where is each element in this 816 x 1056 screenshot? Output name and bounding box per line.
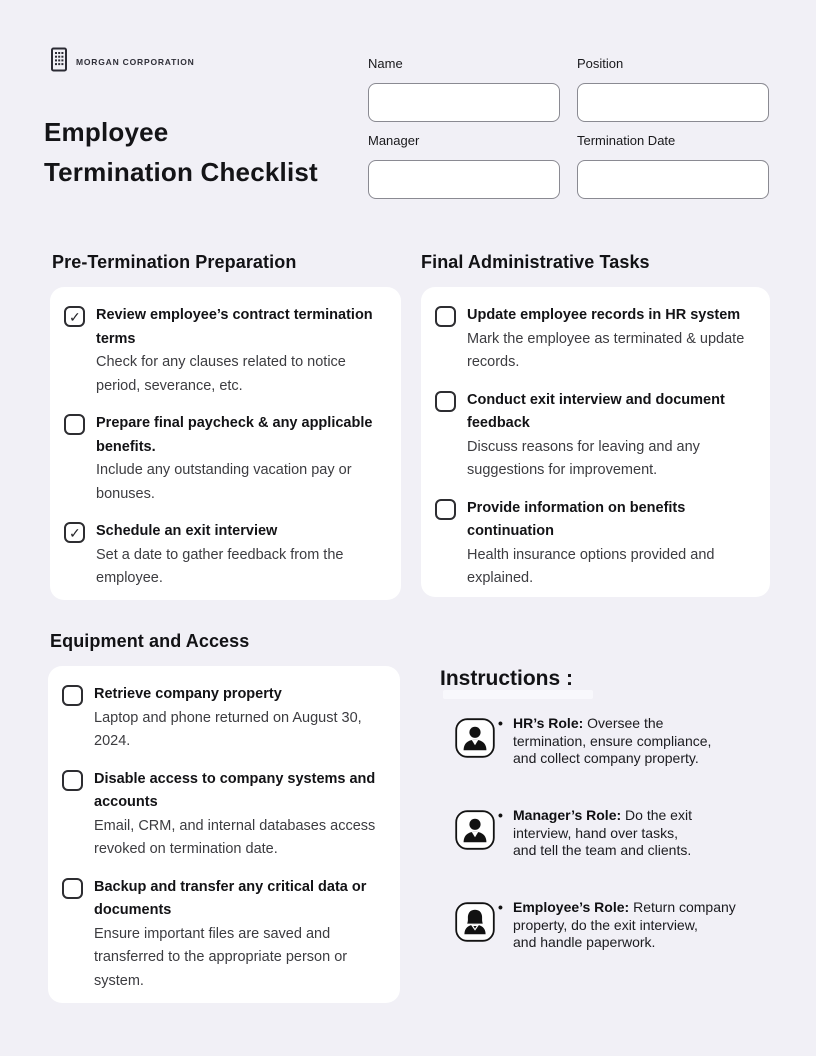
instruction-row-manager (455, 807, 763, 860)
item-title: Update employee records in HR system (467, 307, 741, 323)
role-label: Manager’s Role: (513, 807, 622, 823)
page-title (44, 112, 318, 192)
field-name (368, 56, 560, 122)
person-icon (455, 718, 495, 758)
item-desc: Include any outstanding vacation pay or bonuses. (96, 462, 352, 502)
instruction-row-hr (455, 715, 763, 768)
item-title: Conduct exit interview and document feedback (467, 391, 725, 431)
field-termination-date (577, 133, 769, 199)
item-desc: Health insurance options provided and explained. (467, 546, 715, 586)
item-desc: Email, CRM, and internal databases access revoked on termination date. (94, 817, 376, 857)
item-text (96, 520, 387, 591)
item-desc: Ensure important files are saved and transferred to the appropriate person or system. (94, 925, 348, 989)
item-text (96, 412, 387, 506)
field-position (577, 56, 769, 122)
checkbox[interactable] (64, 522, 85, 543)
role-text: Do the exit (625, 807, 692, 823)
section-title-pre-termination: Pre-Termination Preparation (52, 252, 297, 272)
section-title-final-admin: Final Administrative Tasks (421, 252, 650, 272)
checklist-item (62, 683, 390, 754)
checkbox[interactable] (435, 306, 456, 327)
role-label: Employee’s Role: (513, 899, 630, 915)
checkbox[interactable] (435, 391, 456, 412)
manager-label: Manager (368, 133, 420, 148)
field-manager (368, 133, 560, 199)
instructions-heading: Instructions : (440, 667, 574, 690)
checkbox[interactable] (435, 499, 456, 520)
brand-name: MORGAN CORPORATION (76, 57, 195, 67)
instruction-text (498, 807, 763, 860)
item-desc: Discuss reasons for leaving and any suggestions for improvement. (467, 438, 700, 478)
role-text: and tell the team and clients. (513, 842, 692, 858)
role-text: property, do the exit interview, (513, 916, 698, 933)
instruction-text (498, 899, 763, 952)
item-title: Disable access to company systems and accounts (94, 770, 376, 810)
checkbox[interactable] (62, 878, 83, 899)
role-text: and collect company property. (513, 750, 699, 766)
item-desc: Laptop and phone returned on August 30, 2024. (94, 709, 362, 749)
checkbox[interactable] (64, 306, 85, 327)
item-title: Provide information on benefits continuation (467, 499, 686, 539)
checklist-item (62, 768, 390, 862)
role-text: and handle paperwork. (513, 934, 656, 950)
bullet-icon: • (498, 807, 503, 823)
page-title-line2: Termination Checklist (44, 157, 318, 187)
role-text: Return company (633, 899, 736, 915)
role-text: interview, hand over tasks, (513, 824, 678, 841)
person-icon (455, 810, 495, 850)
instruction-row-employee (455, 899, 763, 952)
bullet-icon: • (498, 899, 503, 915)
checklist-item (62, 876, 390, 994)
checklist-card-equipment (48, 666, 400, 1003)
name-input[interactable] (368, 83, 560, 122)
instruction-text (498, 715, 763, 768)
item-desc: Set a date to gather feedback from the employee. (96, 546, 344, 586)
item-title: Backup and transfer any critical data or documents (94, 878, 367, 918)
instructions-highlight-band (443, 690, 593, 699)
checkbox[interactable] (62, 685, 83, 706)
role-label: HR’s Role: (513, 715, 584, 731)
checklist-item (64, 304, 391, 398)
section-title-equipment: Equipment and Access (50, 631, 250, 651)
page-title-line1: Employee (44, 117, 169, 147)
role-text: Oversee the (587, 715, 664, 731)
checklist-item (64, 412, 391, 506)
name-label: Name (368, 56, 403, 71)
checkbox[interactable] (62, 770, 83, 791)
checklist-item (435, 497, 760, 591)
checklist-item (435, 389, 760, 483)
checklist-item (64, 520, 391, 591)
item-text (94, 876, 385, 994)
item-desc: Mark the employee as terminated & update records. (467, 330, 745, 370)
item-text (94, 683, 385, 754)
item-title: Retrieve company property (94, 686, 282, 702)
checklist-card-final-admin (421, 287, 770, 597)
brand (51, 47, 195, 77)
item-text (467, 304, 758, 375)
checkbox[interactable] (64, 414, 85, 435)
item-text (467, 497, 758, 591)
role-text: termination, ensure compliance, (513, 732, 712, 749)
checklist-item (435, 304, 760, 375)
item-title: Schedule an exit interview (96, 523, 278, 539)
item-text (467, 389, 758, 483)
bullet-icon: • (498, 715, 503, 731)
item-desc: Check for any clauses related to notice period, severance, etc. (96, 354, 346, 394)
item-text (96, 304, 387, 398)
termination-date-input[interactable] (577, 160, 769, 199)
position-input[interactable] (577, 83, 769, 122)
manager-input[interactable] (368, 160, 560, 199)
checklist-card-pre-termination (50, 287, 401, 600)
building-icon (51, 47, 67, 77)
item-text (94, 768, 385, 862)
position-label: Position (577, 56, 624, 71)
person-female-icon (455, 902, 495, 942)
termination-date-label: Termination Date (577, 133, 676, 148)
item-title: Prepare final paycheck & any applicable benefits. (96, 415, 373, 455)
item-title: Review employee’s contract termination terms (96, 307, 373, 347)
